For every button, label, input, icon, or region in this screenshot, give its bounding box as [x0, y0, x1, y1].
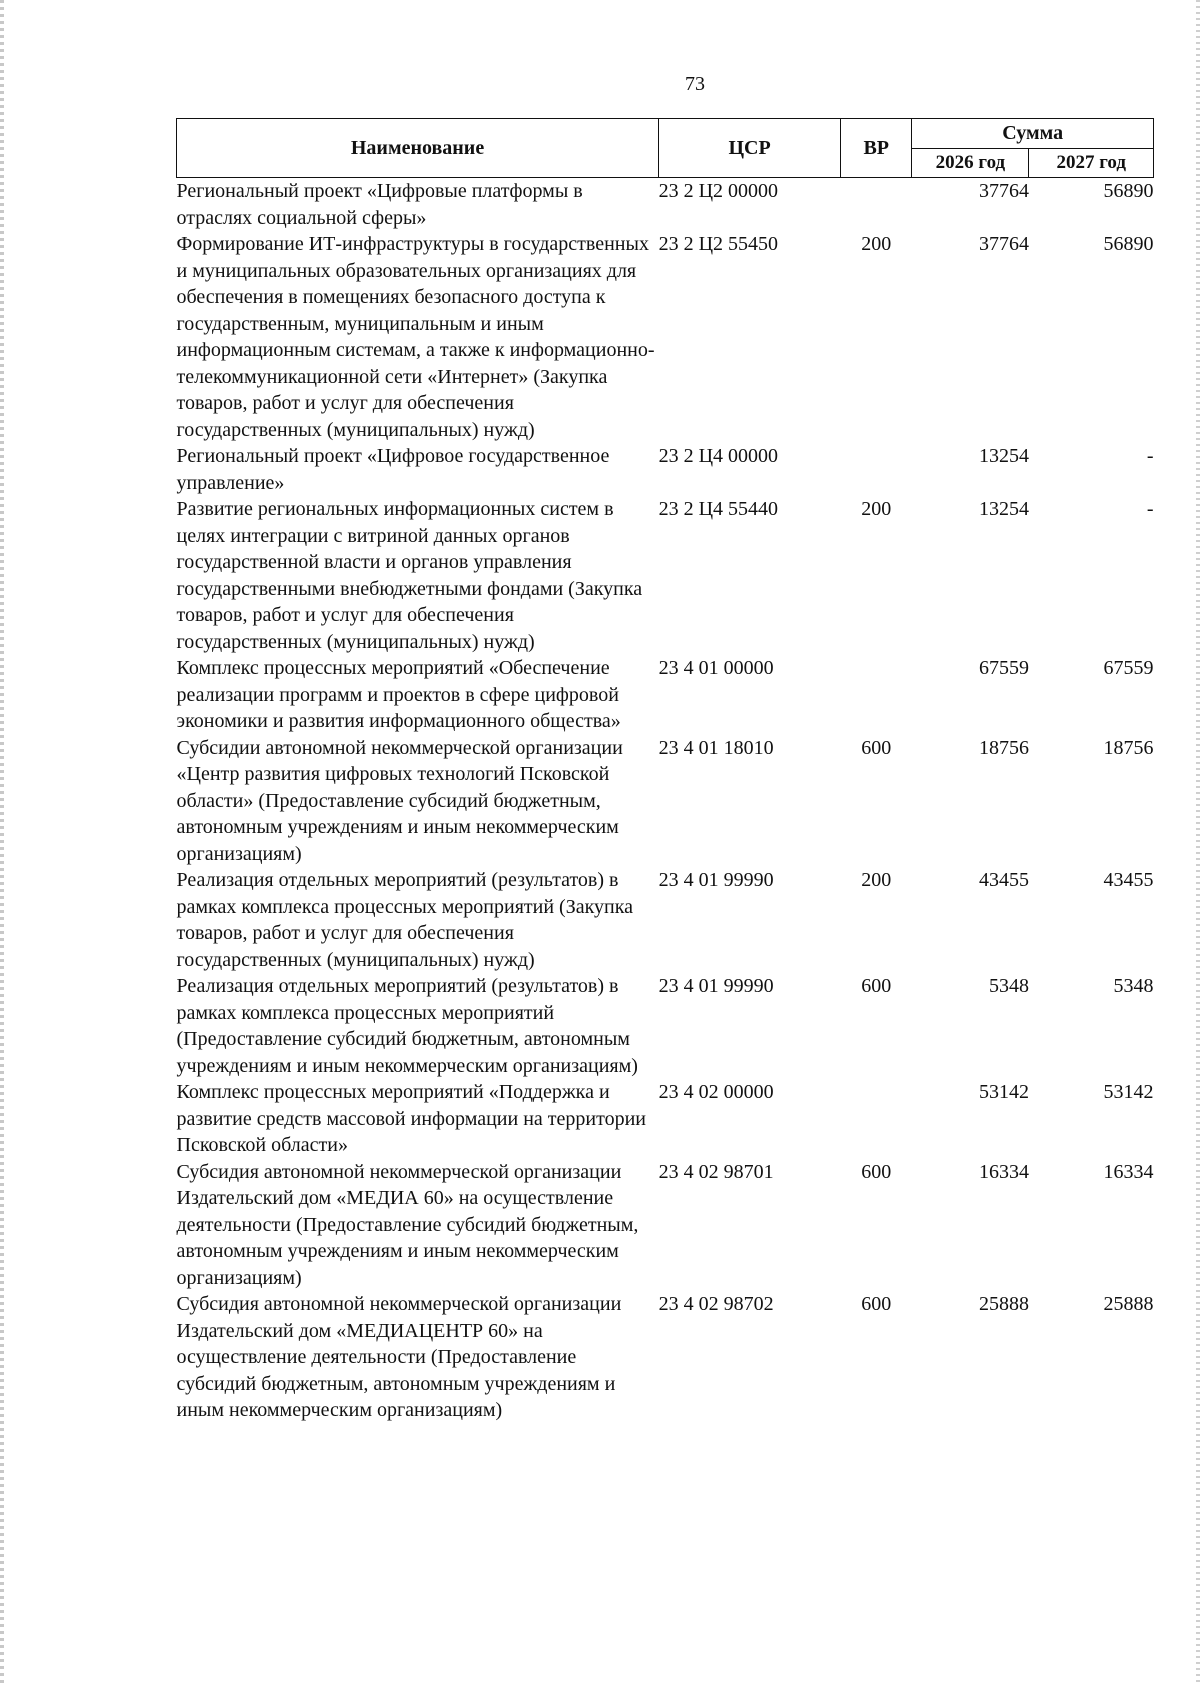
row-csr: 23 2 Ц4 55440 [658, 498, 779, 520]
row-name: Региональный проект «Цифровые платформы в отраслях социальной сферы» [176, 180, 583, 229]
row-csr: 23 2 Ц4 00000 [658, 445, 779, 467]
table-row [177, 178, 1154, 232]
row-sum-2027: 18756 [1103, 736, 1154, 759]
row-sum-2026: 37764 [978, 233, 1029, 255]
table-row [177, 655, 1154, 735]
row-sum-2027: 5348 [1113, 975, 1154, 997]
row-sum-2027: - [1146, 445, 1154, 467]
row-sum-2027: 43455 [1103, 869, 1154, 891]
table-row [177, 867, 1154, 973]
row-name: Региональный проект «Цифровое государственное управление» [176, 445, 610, 494]
table-body [177, 178, 1154, 1424]
row-vr: 600 [861, 975, 892, 997]
row-csr: 23 2 Ц2 00000 [658, 180, 779, 202]
row-csr: 23 4 01 99990 [658, 869, 774, 891]
table-row [177, 496, 1154, 655]
table-header [177, 119, 1154, 178]
row-sum-2026: 5348 [988, 975, 1029, 997]
row-csr: 23 2 Ц2 55450 [658, 233, 779, 255]
row-sum-2027: 67559 [1103, 657, 1154, 679]
table-row [177, 1159, 1154, 1292]
row-name: Формирование ИТ-инфраструктуры в государственных и муниципальных образовательных организациях для обеспечения в помещениях безопасного доступа к государственным, муниципальным и иным информационным системам, а также к информационно-телекоммуникационной сети «Интернет» (Закупка товаров, работ и услуг для обеспечения государственных (муниципальных) нужд) [176, 233, 655, 441]
row-sum-2027: 56890 [1103, 180, 1154, 202]
page-number: 73 [685, 73, 705, 95]
row-vr: 200 [861, 498, 892, 520]
table-row [177, 443, 1154, 496]
header-year-2027: 2027 год [1029, 148, 1154, 178]
header-vr: ВР [841, 119, 912, 178]
row-name: Субсидия автономной некоммерческой организации Издательский дом «МЕДИА 60» на осуществление деятельности (Предоставление субсидий бюджетным, автономным учреждениям и иным некоммерческим организациям) [176, 1160, 639, 1289]
table-row [177, 1291, 1154, 1424]
row-vr [841, 1079, 912, 1159]
header-sum: Сумма [912, 119, 1154, 149]
row-csr: 23 4 02 98701 [658, 1160, 774, 1183]
row-name: Комплекс процессных мероприятий «Обеспечение реализации программ и проектов в сфере цифровой экономики и развития информационного общества» [176, 657, 621, 732]
row-sum-2026: 18756 [978, 736, 1029, 759]
row-name: Субсидии автономной некоммерческой организации «Центр развития цифровых технологий Псковской области» (Предоставление субсидий бюджетным, автономным учреждениям и иным некоммерческим организациям) [176, 736, 623, 865]
row-sum-2026: 37764 [978, 180, 1029, 202]
row-sum-2026: 13254 [978, 498, 1029, 520]
row-sum-2026: 25888 [978, 1293, 1029, 1315]
row-vr: 600 [861, 736, 892, 759]
table-row [177, 973, 1154, 1079]
row-csr: 23 4 02 98702 [658, 1293, 774, 1315]
table-row [177, 1079, 1154, 1159]
row-vr: 600 [861, 1293, 892, 1315]
row-sum-2026: 53142 [978, 1081, 1029, 1103]
row-vr [841, 443, 912, 496]
row-name: Реализация отдельных мероприятий (результатов) в рамках комплекса процессных мероприятий (Предоставление субсидий бюджетным, автономным учреждениям и иным некоммерческим организациям) [176, 975, 638, 1077]
row-vr [841, 178, 912, 232]
row-name: Реализация отдельных мероприятий (результатов) в рамках комплекса процессных мероприятий (Закупка товаров, работ и услуг для обеспечения государственных (муниципальных) нужд) [176, 869, 634, 971]
row-sum-2027: - [1146, 498, 1154, 520]
row-sum-2026: 43455 [978, 869, 1029, 891]
row-sum-2027: 56890 [1103, 233, 1154, 255]
scan-right-edge [1196, 0, 1200, 1686]
row-csr: 23 4 02 00000 [658, 1081, 774, 1103]
budget-table [176, 118, 1154, 1424]
row-vr: 200 [861, 869, 892, 891]
row-sum-2027: 25888 [1103, 1293, 1154, 1315]
header-csr: ЦСР [659, 119, 841, 178]
row-name: Субсидия автономной некоммерческой организации Издательский дом «МЕДИАЦЕНТР 60» на осуществление деятельности (Предоставление субсидий бюджетным, автономным учреждениям и иным некоммерческим организациям) [176, 1293, 622, 1421]
row-csr: 23 4 01 99990 [658, 975, 774, 997]
header-name: Наименование [177, 119, 659, 178]
row-name: Комплекс процессных мероприятий «Поддержка и развитие средств массовой информации на территории Псковской области» [176, 1081, 646, 1156]
row-sum-2027: 53142 [1103, 1081, 1154, 1103]
row-sum-2026: 13254 [978, 445, 1029, 467]
scan-left-edge [0, 0, 4, 1686]
header-year-2026: 2026 год [912, 148, 1029, 178]
row-sum-2027: 16334 [1103, 1160, 1154, 1183]
row-vr: 200 [861, 233, 892, 255]
table-row [177, 231, 1154, 443]
row-vr [841, 655, 912, 735]
row-csr: 23 4 01 00000 [658, 657, 774, 679]
table-row [177, 735, 1154, 868]
row-name: Развитие региональных информационных систем в целях интеграции с витриной данных органов государственной власти и органов управления государственными внебюджетными фондами (Закупка товаров, работ и услуг для обеспечения государственных (муниципальных) нужд) [176, 498, 643, 653]
row-sum-2026: 67559 [978, 657, 1029, 679]
row-vr: 600 [861, 1160, 892, 1183]
row-csr: 23 4 01 18010 [658, 736, 774, 759]
row-sum-2026: 16334 [978, 1160, 1029, 1183]
